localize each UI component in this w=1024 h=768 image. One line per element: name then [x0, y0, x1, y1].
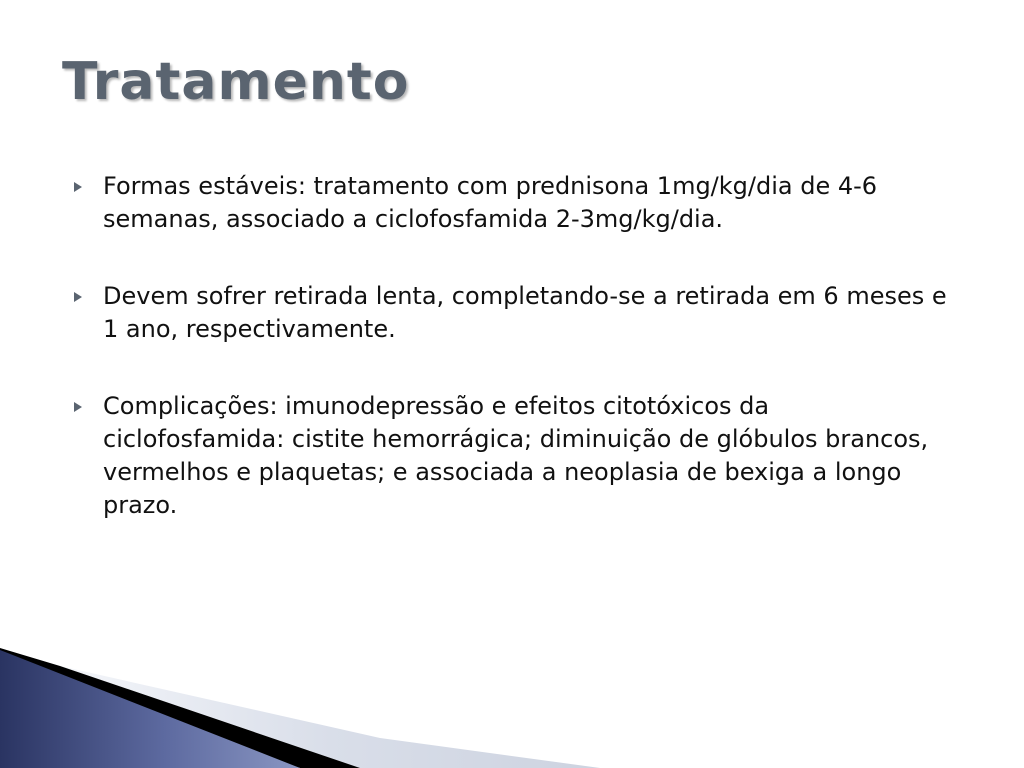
bullet-text: Complicações: imunodepressão e efeitos citotóxicos da ciclofosfamida: cistite hemorrágica; diminuição de glóbulos brancos, vermelhos e plaquetas; e associada a neoplasia de bexiga a longo prazo. — [103, 392, 929, 519]
triangle-right-icon — [74, 402, 82, 412]
slide-title: Tratamento — [62, 52, 410, 112]
triangle-right-icon — [74, 292, 82, 302]
bullet-item — [74, 170, 954, 236]
bullet-list — [74, 170, 954, 566]
corner-swoosh-decoration — [0, 640, 1024, 768]
bullet-text: Formas estáveis: tratamento com prednisona 1mg/kg/dia de 4-6 semanas, associado a ciclofosfamida 2-3mg/kg/dia. — [103, 172, 878, 233]
bullet-item — [74, 280, 954, 346]
triangle-right-icon — [74, 182, 82, 192]
bullet-text: Devem sofrer retirada lenta, completando-se a retirada em 6 meses e 1 ano, respectivamente. — [103, 282, 947, 343]
bullet-item — [74, 390, 954, 522]
